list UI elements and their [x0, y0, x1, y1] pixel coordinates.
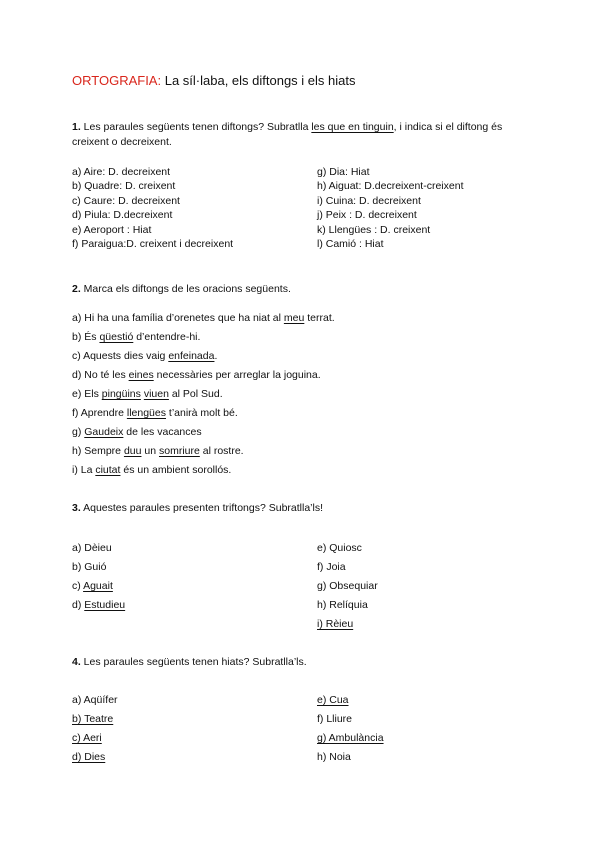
text: c) — [72, 580, 84, 592]
diftong-word: Gaudeix — [84, 426, 124, 438]
page-title — [72, 73, 356, 88]
text: d’entendre-hi. — [133, 331, 201, 343]
diftong-word: viuen — [143, 388, 169, 400]
title-prefix: ORTOGRAFIA — [72, 73, 158, 88]
q1-item: b) Quadre: D. creixent — [72, 180, 176, 192]
text: és un ambient sorollós. — [120, 464, 232, 476]
diftong-word: pingüins — [101, 388, 141, 400]
q1-item: i) Cuina: D. decreixent — [317, 195, 421, 207]
q2-sentence-c — [72, 350, 217, 362]
q1-item: d) Piula: D.decreixent — [72, 209, 173, 221]
text: . — [214, 350, 218, 362]
q1-prompt-line2: creixent o decreixent. — [72, 136, 172, 148]
diftong-word: llengües — [126, 407, 166, 419]
q2-sentence-h — [72, 445, 244, 457]
q3-item: i) Rèieu — [317, 618, 354, 630]
q2-number: 2. — [72, 283, 81, 295]
q3-item: f) Joia — [317, 561, 346, 573]
text: a) Hi ha una família d’orenetes que ha niat al — [72, 312, 284, 324]
q1-underlined: les que en tinguin — [311, 121, 394, 133]
q1-item: h) Aiguat: D.decreixent-creixent — [317, 180, 464, 192]
q4-number: 4. — [72, 656, 81, 668]
q1-post: , i indica si el diftong és — [393, 121, 503, 133]
text: h) Sempre — [72, 445, 124, 457]
q3-number: 3. — [72, 502, 81, 514]
text: c) Aquests dies vaig — [72, 350, 169, 362]
q1-item: a) Aire: D. decreixent — [72, 166, 171, 178]
q4-item: f) Lliure — [317, 713, 353, 725]
q2-sentence-g — [72, 426, 202, 438]
q2-text: Marca els diftongs de les oracions següents. — [80, 283, 291, 295]
q3-item: e) Quiosc — [317, 542, 362, 554]
text: terrat. — [304, 312, 335, 324]
q1-item: c) Caure: D. decreixent — [72, 195, 180, 207]
q3-prompt — [72, 502, 323, 514]
q1-number: 1. — [72, 121, 81, 133]
q3-item: h) Relíquia — [317, 599, 368, 611]
text: t’anirà molt bé. — [166, 407, 238, 419]
q3-item: a) Dèieu — [72, 542, 112, 554]
diftong-word: enfeinada — [168, 350, 215, 362]
q1-item: k) Llengües : D. creixent — [317, 224, 431, 236]
q2-sentence-b — [72, 331, 200, 343]
text: e) Els — [72, 388, 102, 400]
q4-item: g) Ambulància — [317, 732, 384, 744]
text: i) La — [72, 464, 96, 476]
q4-text: Les paraules següents tenen hiats? Subratlla’ls. — [80, 656, 307, 668]
q2-sentence-f — [72, 407, 238, 419]
text: al Pol Sud. — [168, 388, 223, 400]
diftong-word: meu — [283, 312, 305, 324]
q4-item: b) Teatre — [72, 713, 114, 725]
title-colon: : — [157, 73, 162, 88]
diftong-word: eines — [128, 369, 154, 381]
q3-item — [72, 580, 113, 592]
q1-item: l) Camió : Hiat — [317, 238, 384, 250]
q3-item: b) Guió — [72, 561, 107, 573]
q1-item: j) Peix : D. decreixent — [317, 209, 417, 221]
q1-prompt — [72, 121, 502, 133]
text: b) És — [72, 331, 100, 343]
q4-prompt — [72, 656, 307, 668]
q2-prompt — [72, 283, 291, 295]
triftong-word: Estudieu — [84, 599, 126, 611]
q1-item: e) Aeroport : Hiat — [72, 224, 152, 236]
q3-text: Aquestes paraules presenten triftongs? Subratlla’ls! — [80, 502, 323, 514]
q2-sentence-d — [72, 369, 321, 381]
triftong-word: Aguait — [83, 580, 113, 592]
text: al rostre. — [199, 445, 244, 457]
text: d) — [72, 599, 85, 611]
q2-sentence-a — [72, 312, 335, 324]
text: de les vacances — [123, 426, 202, 438]
q2-sentence-e — [72, 388, 223, 400]
q4-item: a) Aqüífer — [72, 694, 118, 706]
q2-sentence-i — [72, 464, 231, 476]
text: f) Aprendre — [72, 407, 127, 419]
q4-item: e) Cua — [317, 694, 349, 706]
text: un — [141, 445, 159, 457]
diftong-word: ciutat — [95, 464, 121, 476]
q4-item: c) Aeri — [72, 732, 102, 744]
title-rest: La síl·laba, els diftongs i els hiats — [161, 73, 356, 88]
text: g) — [72, 426, 85, 438]
q1-item: f) Paraigua:D. creixent i decreixent — [72, 238, 234, 250]
text: necessàries per arreglar la joguina. — [153, 369, 321, 381]
diftong-word: duu — [123, 445, 142, 457]
q4-item: h) Noia — [317, 751, 351, 763]
q1-item: g) Dia: Hiat — [317, 166, 370, 178]
diftong-word: qüestió — [99, 331, 134, 343]
q3-item — [72, 599, 125, 611]
q3-item: g) Obsequiar — [317, 580, 378, 592]
q1-pre: Les paraules següents tenen diftongs? Subratlla — [80, 121, 312, 133]
text: d) No té les — [72, 369, 129, 381]
diftong-word: somriure — [158, 445, 200, 457]
q4-item: d) Dies — [72, 751, 106, 763]
